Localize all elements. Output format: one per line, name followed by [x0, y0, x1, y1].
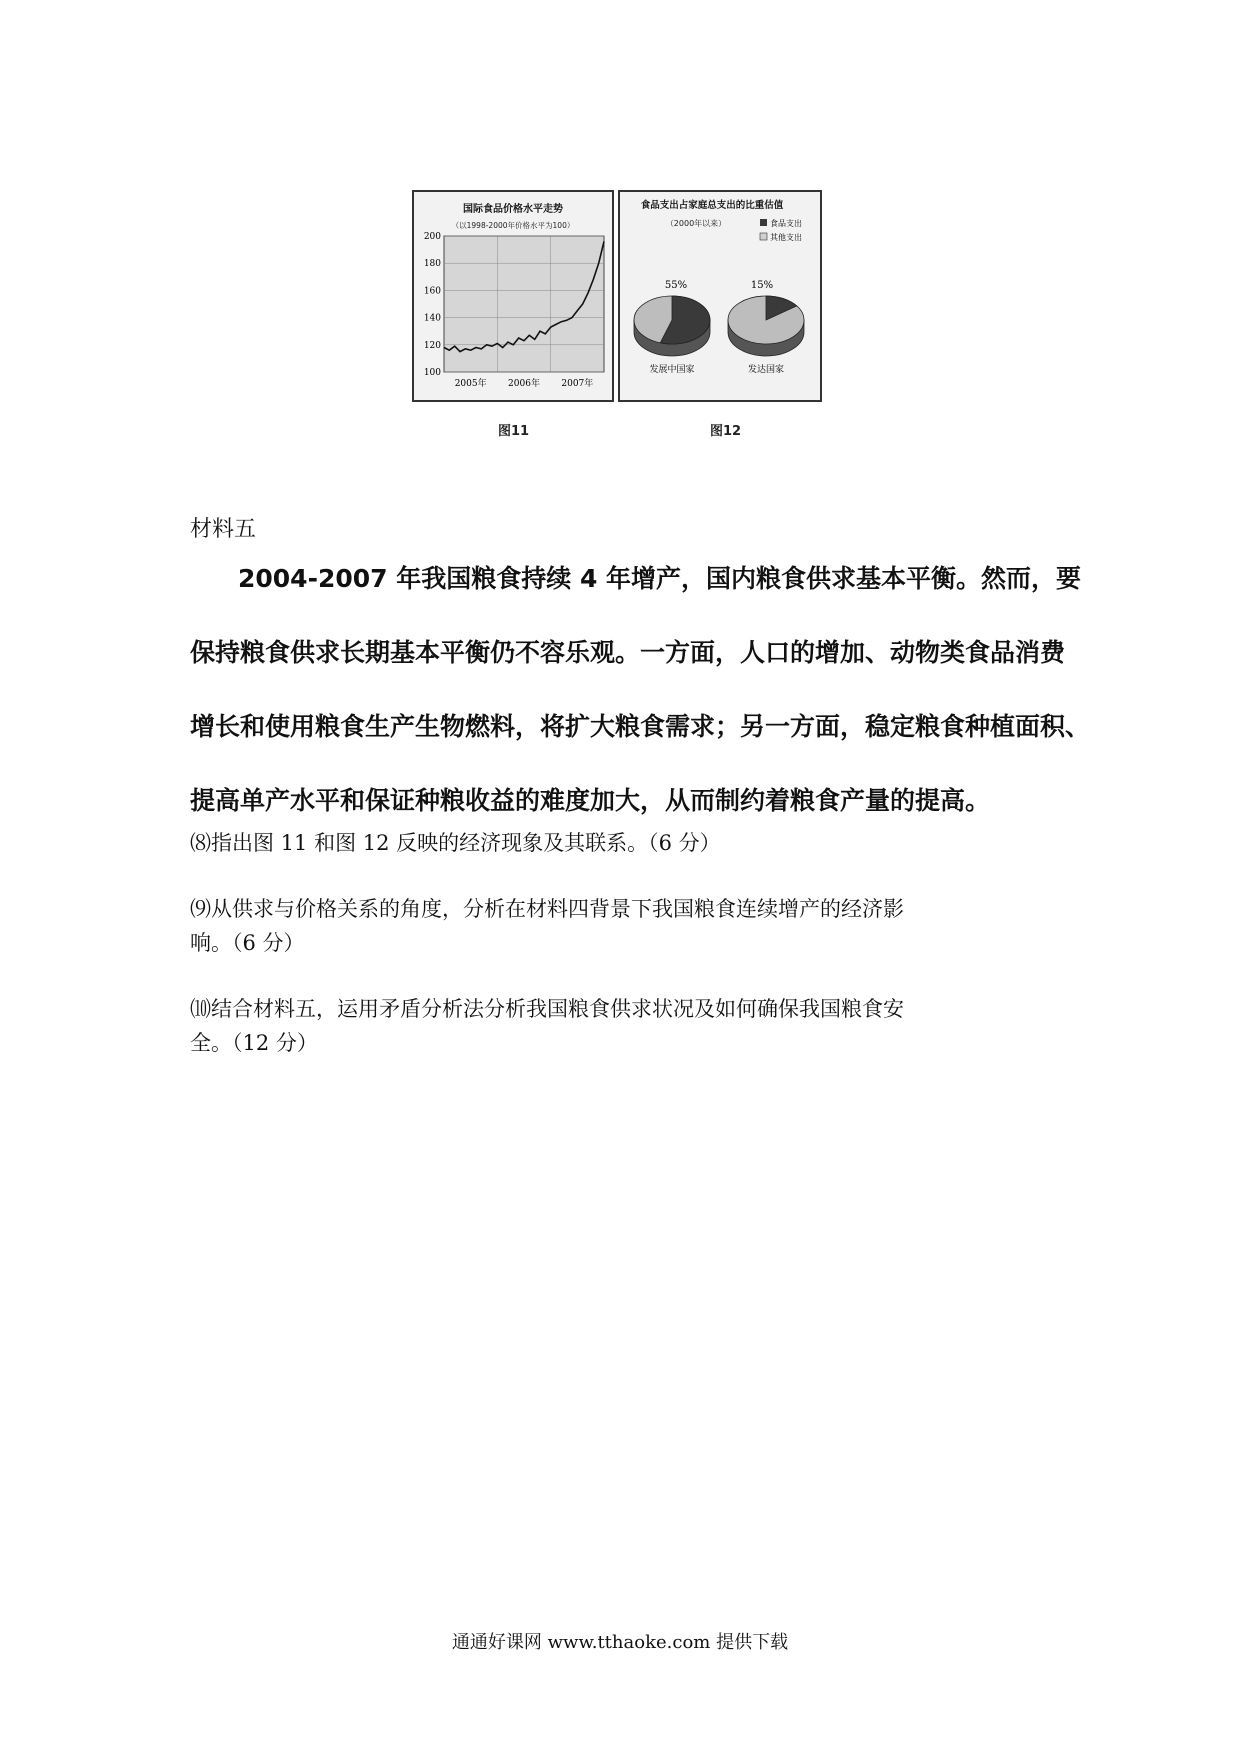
figure-12-panel — [618, 190, 822, 402]
material-line: 保持粮食供求长期基本平衡仍不容乐观。一方面，人口的增加、动物类食品消费 — [190, 638, 1066, 667]
figure-12-caption: 图12 — [710, 424, 742, 439]
question-text: ⑽结合材料五，运用矛盾分析法分析我国粮食供求状况及如何确保我国粮食安 — [190, 997, 904, 1021]
y-tick-label: 100 — [423, 368, 441, 378]
legend-label-other: 其他支出 — [770, 233, 802, 242]
material-paragraph — [190, 542, 1091, 838]
plot-area — [444, 236, 604, 372]
figure-11-panel — [412, 190, 614, 402]
x-tick-label: 2007年 — [561, 379, 594, 389]
y-tick-label: 120 — [423, 340, 441, 351]
price-line-chart — [414, 192, 612, 400]
y-tick-label: 180 — [423, 259, 441, 270]
y-tick-label: 200 — [423, 232, 441, 242]
pie-title: 发展中国家 — [649, 365, 695, 375]
x-tick-label: 2006年 — [508, 379, 540, 389]
question-text-cont: 全。（12 分） — [190, 1031, 318, 1055]
question-9 — [190, 892, 1050, 960]
material-line: 增长和使用粮食生产生物燃料，将扩大粮食需求；另一方面，稳定粮食种植面积、 — [190, 712, 1091, 741]
chart-subtitle: （以1998-2000年价格水平为100） — [451, 221, 575, 230]
y-tick-label: 160 — [423, 286, 441, 297]
chart-title: 食品支出占家庭总支出的比重估值 — [640, 200, 784, 211]
question-8 — [190, 826, 1050, 860]
chart-subtitle: （2000年以来） — [665, 219, 727, 228]
material-line: 2004-2007 年我国粮食持续 4 年增产，国内粮食供求基本平衡。然而，要 — [238, 564, 1082, 593]
figure-11-caption: 图11 — [498, 424, 530, 439]
chart-title: 国际食品价格水平走势 — [463, 204, 563, 215]
footer-text: 通通好课网 www.tthaoke.com 提供下载 — [451, 1632, 789, 1653]
figure-group — [412, 182, 824, 444]
pie-percent-label: 15% — [750, 280, 774, 291]
legend-label-food: 食品支出 — [770, 219, 802, 228]
question-text: ⑻指出图 11 和图 12 反映的经济现象及其联系。（6 分） — [190, 831, 721, 855]
question-text-cont: 响。（6 分） — [190, 931, 305, 955]
legend — [760, 218, 802, 242]
pie-percent-label: 55% — [664, 280, 688, 291]
legend-swatch-other — [760, 233, 767, 240]
question-text: ⑼从供求与价格关系的角度，分析在材料四背景下我国粮食连续增产的经济影 — [190, 897, 904, 921]
y-tick-label: 140 — [423, 313, 441, 324]
question-10 — [190, 992, 1050, 1060]
legend-swatch-food — [760, 219, 767, 226]
material-line: 提高单产水平和保证种粮收益的难度加大，从而制约着粮食产量的提高。 — [190, 786, 991, 815]
section-label: 材料五 — [190, 517, 257, 542]
x-tick-label: 2005年 — [454, 379, 487, 389]
expenditure-pie-charts — [620, 192, 820, 400]
pie-title: 发达国家 — [747, 365, 785, 375]
